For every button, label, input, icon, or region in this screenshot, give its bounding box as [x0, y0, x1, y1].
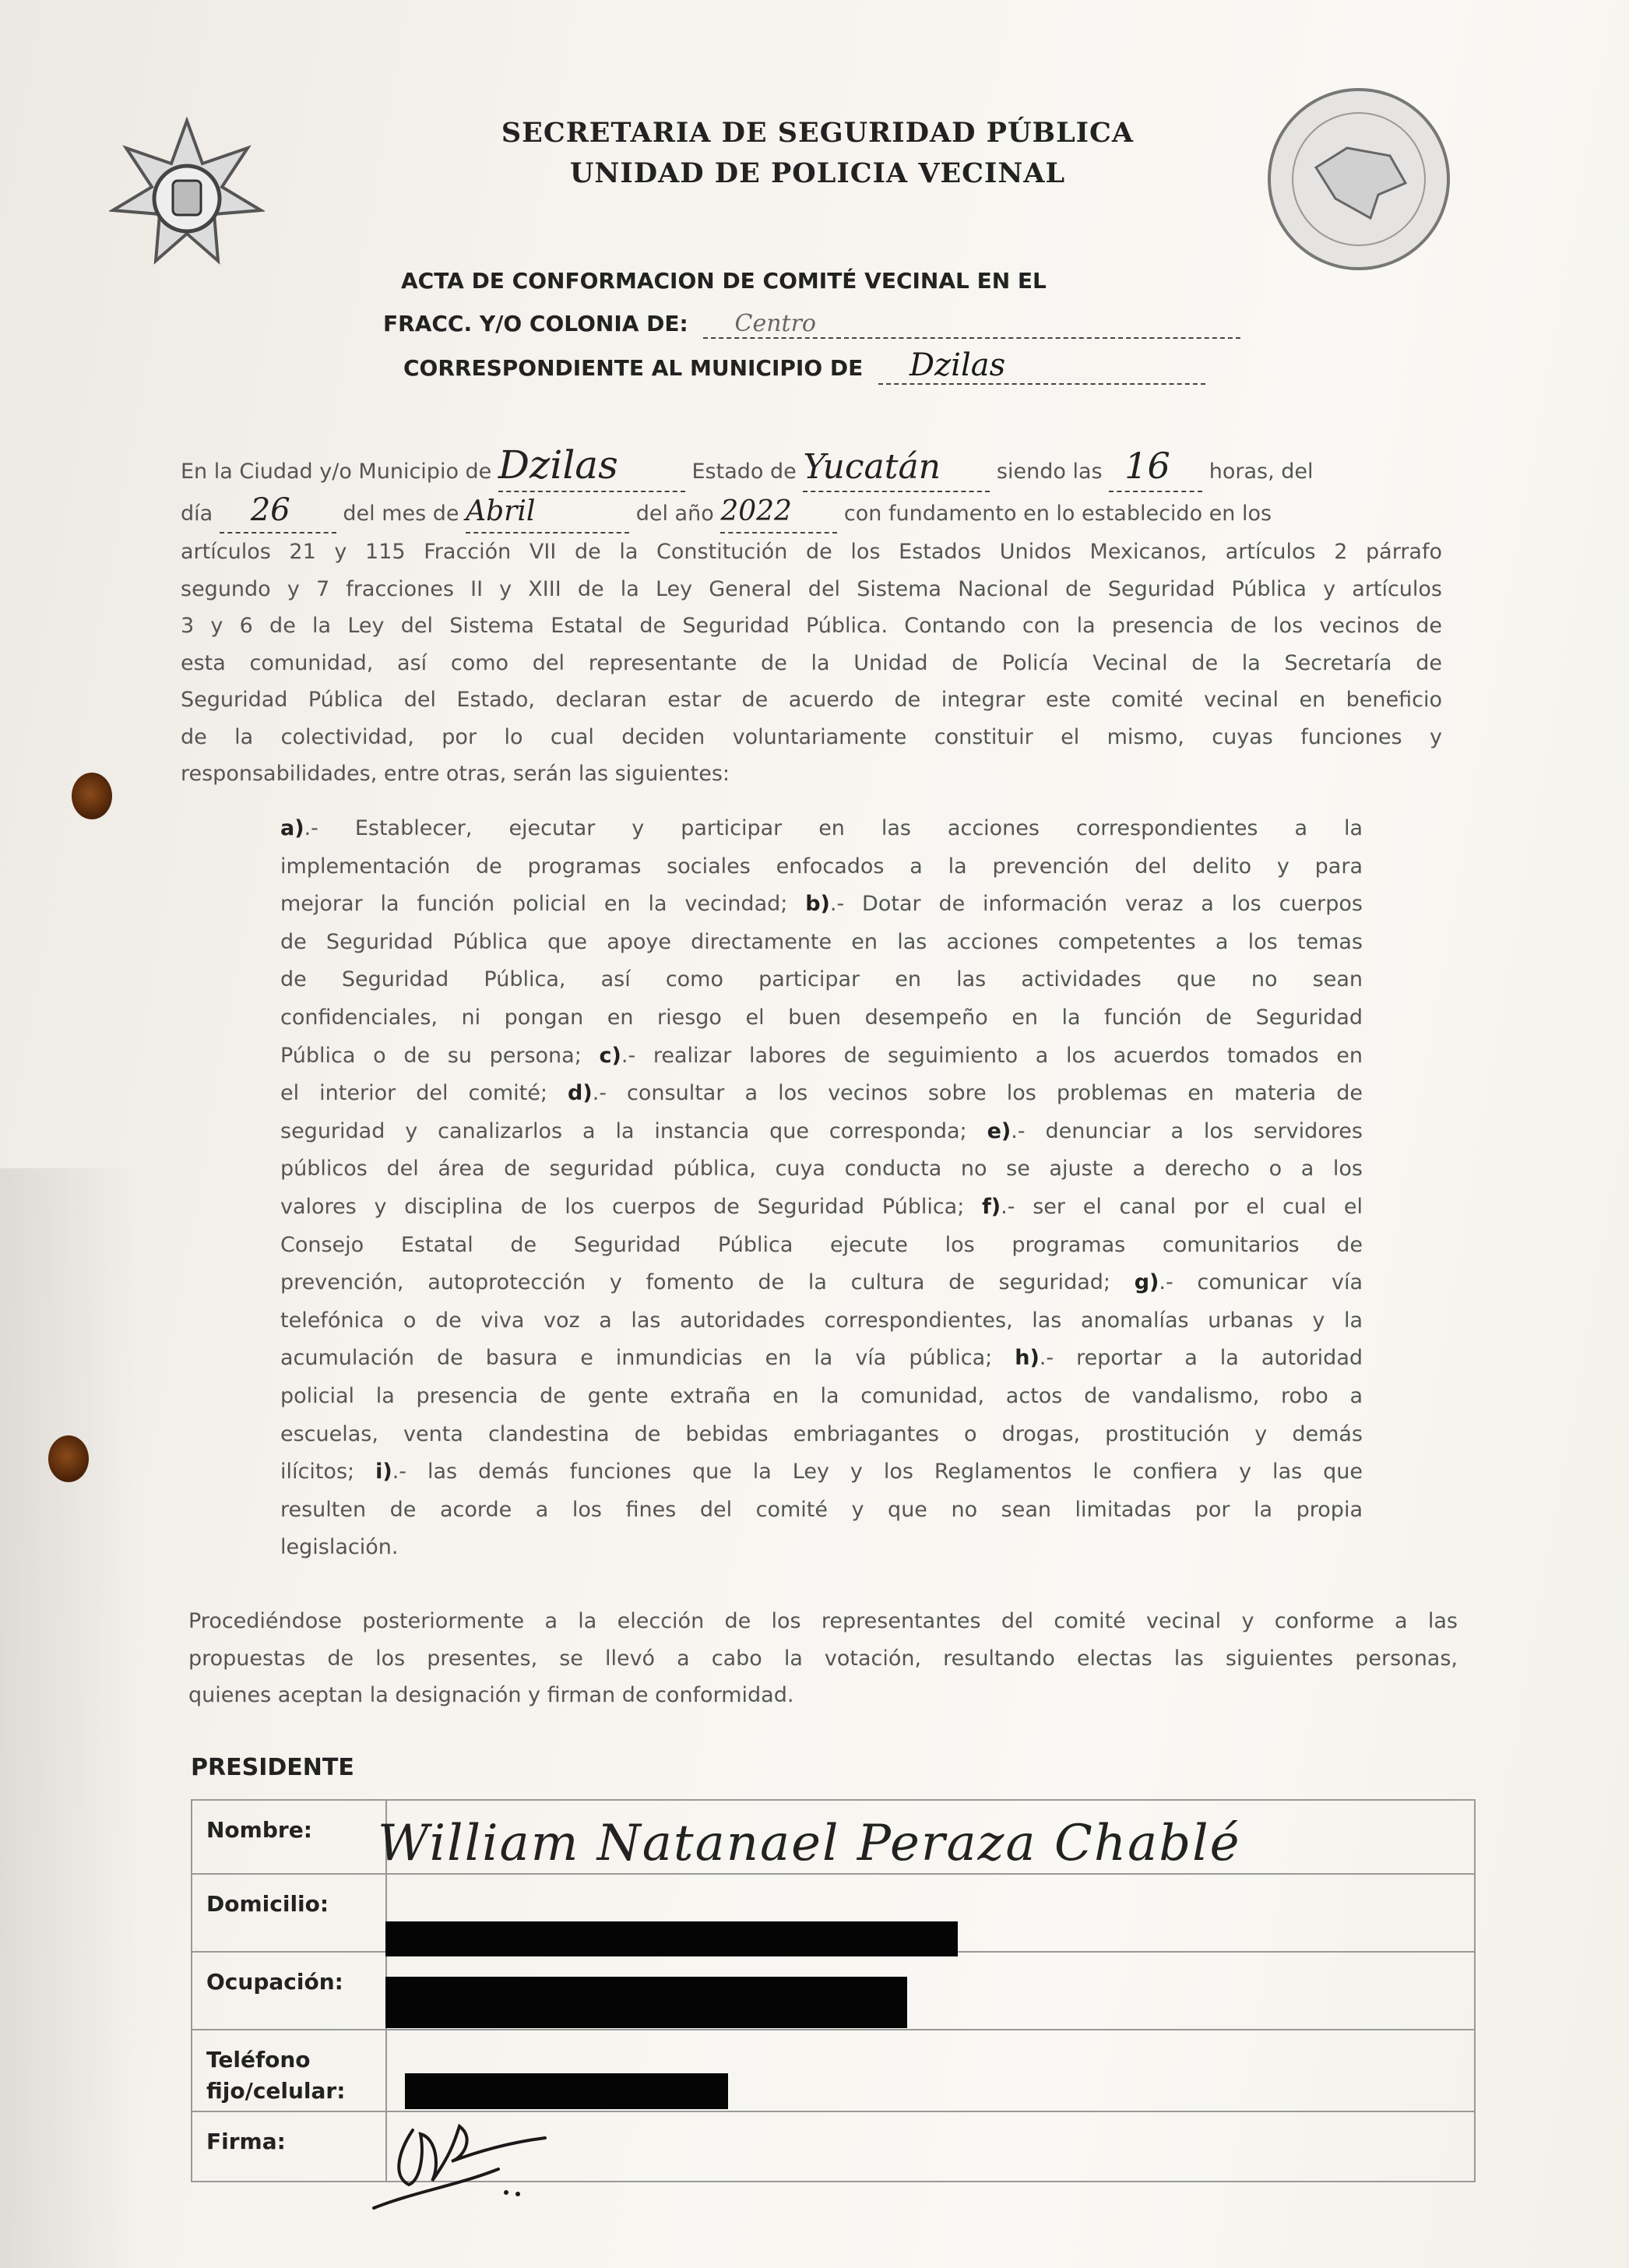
list-line: mejorar la función policial en la vecindad; b).- Dotar de información veraz a los cuerpos [280, 892, 1363, 917]
telefono-redaction [405, 2073, 728, 2109]
intro-line-8: de la colectividad, por lo cual deciden voluntariamente constituir el mismo, cuyas funciones y [181, 724, 1442, 749]
punch-hole-top [72, 773, 112, 819]
functions-list [280, 810, 1363, 1567]
horas-label: siendo las [996, 460, 1103, 484]
ciudad-label: En la Ciudad y/o Municipio de [181, 460, 492, 484]
nombre-label: Nombre: [192, 1800, 386, 1874]
mes-label: del mes de [343, 501, 459, 526]
intro-line-9: responsabilidades, entre otras, serán las siguientes: [181, 762, 730, 786]
estado-label: Estado de [691, 460, 797, 484]
list-line: a).- Establecer, ejecutar y participar en las acciones correspondientes a la [280, 816, 1363, 840]
colonia-label: FRACC. Y/O COLONIA DE: [383, 311, 688, 336]
acta-municipio-line [403, 347, 1205, 385]
official-seal [1261, 82, 1456, 276]
intro-line-6: esta comunidad, así como del representante de la Unidad de Policía Vecinal de la Secretaría de [181, 650, 1442, 675]
domicilio-redaction [385, 1921, 958, 1956]
signature [366, 2107, 568, 2216]
ocupacion-redaction [385, 1977, 907, 2028]
list-line: valores y disciplina de los cuerpos de Seguridad Pública; f).- ser el canal por el cual el [280, 1194, 1363, 1219]
list-line: Consejo Estatal de Seguridad Pública ejecute los programas comunitarios de [280, 1232, 1363, 1257]
horas-value: 16 [1124, 447, 1170, 487]
telefono-label: Teléfono fijo/celular: [192, 2030, 386, 2111]
page-shadow [0, 1168, 140, 2268]
municipio-label: CORRESPONDIENTE AL MUNICIPIO DE [403, 355, 864, 381]
intro-line-3: artículos 21 y 115 Fracción VII de la Constitución de los Estados Unidos Mexicanos, artículos 2 párrafo [181, 540, 1442, 564]
list-line: Pública o de su persona; c).- realizar labores de seguimiento a los acuerdos tomados en [280, 1043, 1363, 1068]
anio-value: 2022 [720, 495, 792, 527]
dia-value: 26 [250, 491, 290, 528]
closing-line-3: quienes aceptan la designación y firman de conformidad. [188, 1683, 794, 1707]
municipio-value: Dzilas [909, 347, 1006, 383]
estado-value: Yucatán [803, 447, 941, 487]
list-line: acumulación de basura e inmundicias en la vía pública; h).- reportar a la autoridad [280, 1346, 1363, 1371]
list-line: seguridad y canalizarlos a la instancia que corresponda; e).- denunciar a los servidores [280, 1118, 1363, 1143]
police-star-emblem [109, 117, 265, 273]
nombre-value: William Natanael Peraza Chablé [378, 1815, 1241, 1872]
ocupacion-label: Ocupación: [192, 1952, 386, 2030]
firma-label: Firma: [192, 2111, 386, 2182]
closing-line-1: Procediéndose posteriormente a la elección de los representantes del comité vecinal y conforme a las [188, 1609, 1458, 1633]
list-line: confidenciales, ni pongan en riesgo el buen desempeño en la función de Seguridad [280, 1005, 1363, 1030]
closing-paragraph [188, 1603, 1458, 1714]
closing-line-2: propuestas de los presentes, se llevó a cabo la votación, resultando electas las siguientes personas, [188, 1646, 1458, 1671]
acta-colonia-line [383, 310, 1240, 339]
document-header [436, 113, 1199, 194]
ciudad-value: Dzilas [498, 447, 618, 488]
punch-hole-bottom [48, 1435, 89, 1482]
list-line: de Seguridad Pública que apoye directamente en las acciones competentes a los temas [280, 929, 1363, 954]
list-line: escuelas, venta clandestina de bebidas embriagantes o drogas, prostitución y demás [280, 1421, 1363, 1446]
mes-value: Abril [466, 495, 536, 527]
domicilio-label: Domicilio: [192, 1874, 386, 1952]
presidente-heading: PRESIDENTE [191, 1754, 354, 1781]
list-line: policial la presencia de gente extraña en la comunidad, actos de vandalismo, robo a [280, 1383, 1363, 1408]
intro-line-5: 3 y 6 de la Ley del Sistema Estatal de Seguridad Pública. Contando con la presencia de los vecinos de [181, 614, 1442, 638]
list-line: resulten de acorde a los fines del comité y que no sean limitadas por la propia [280, 1497, 1363, 1522]
list-line: implementación de programas sociales enfocados a la prevención del delito y para [280, 854, 1363, 879]
list-line: legislación. [280, 1535, 399, 1560]
horas-suffix: horas, del [1209, 460, 1314, 484]
acta-title: ACTA DE CONFORMACION DE COMITÉ VECINAL EN EL [401, 268, 1047, 294]
colonia-value: Centro [734, 310, 816, 337]
list-line: telefónica o de viva voz a las autoridades correspondientes, las anomalías urbanas y la [280, 1308, 1363, 1333]
intro-line-4: segundo y 7 fracciones II y XIII de la Ley General del Sistema Nacional de Seguridad Pública y artículos [181, 576, 1442, 601]
intro-line-2: con fundamento en lo establecido en los [843, 501, 1272, 526]
intro-paragraph [181, 447, 1442, 793]
header-unidad: UNIDAD DE POLICIA VECINAL [569, 157, 1066, 189]
dia-label: día [181, 501, 213, 526]
intro-line-7: Seguridad Pública del Estado, declaran estar de acuerdo de integrar este comité vecinal en beneficio [181, 688, 1442, 712]
list-line: el interior del comité; d).- consultar a los vecinos sobre los problemas en materia de [280, 1081, 1363, 1106]
list-line: de Seguridad Pública, así como participar en las actividades que no sean [280, 967, 1363, 992]
anio-label: del año [635, 501, 714, 526]
header-secretaria: SECRETARIA DE SEGURIDAD PÚBLICA [501, 117, 1135, 149]
list-line: públicos del área de seguridad pública, cuya conducta no se ajuste a derecho o a los [280, 1157, 1363, 1182]
list-line: prevención, autoprotección y fomento de la cultura de seguridad; g).- comunicar vía [280, 1270, 1363, 1295]
list-line: ilícitos; i).- las demás funciones que la Ley y los Reglamentos le confiera y las que [280, 1460, 1363, 1484]
